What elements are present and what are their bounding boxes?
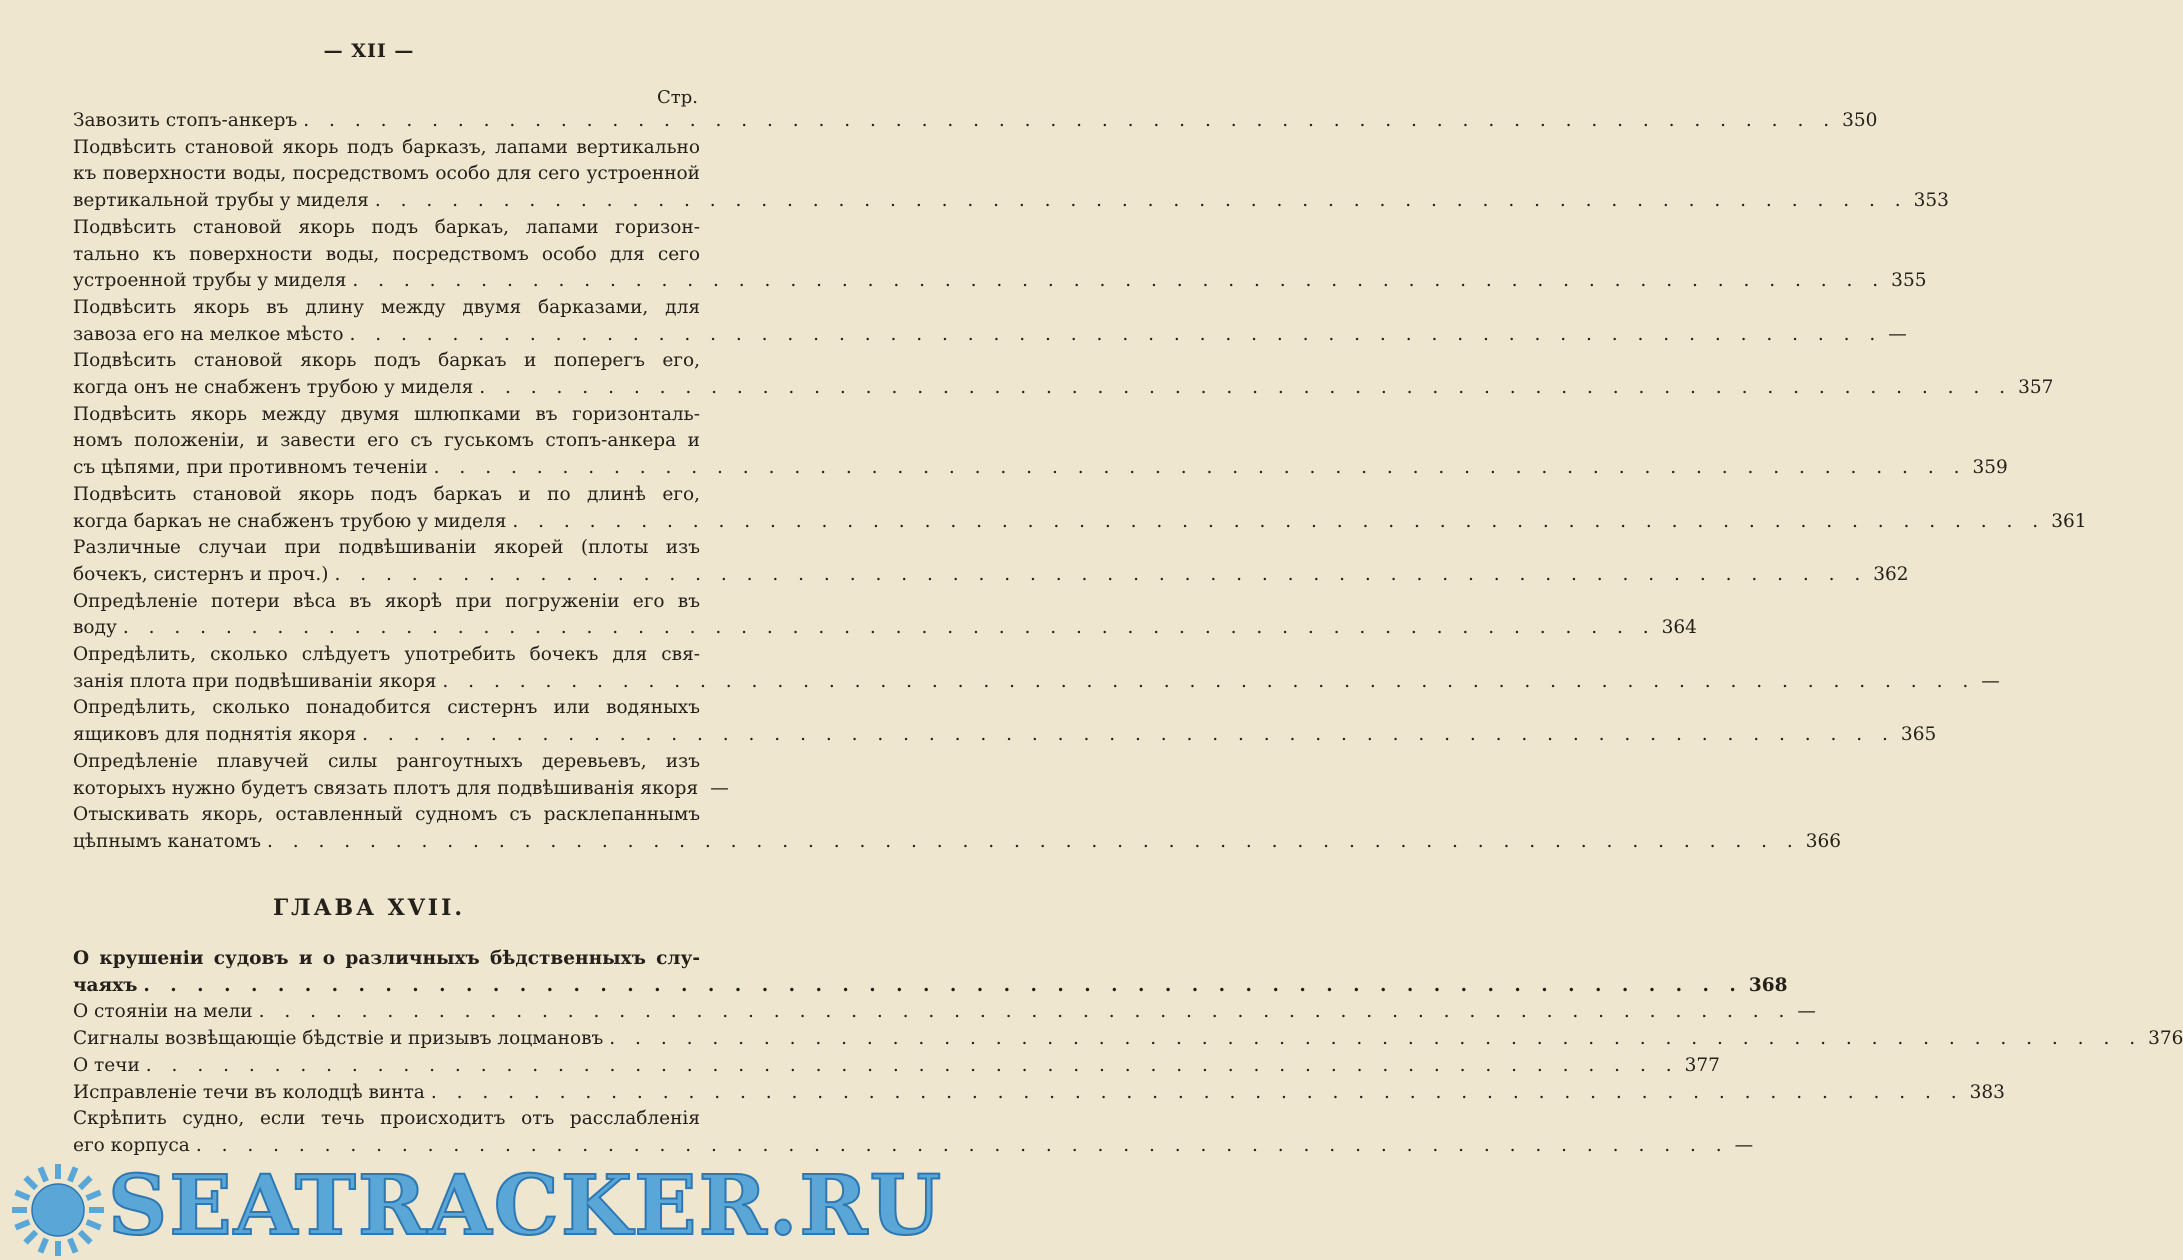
- dot-leader: [609, 1026, 2142, 1053]
- toc-entry-line: О крушеніи судовъ и о различныхъ бѣдственныхъ слу-: [73, 948, 700, 969]
- toc-entry: [73, 535, 1909, 588]
- toc-entry-line: Подвѣсить становой якорь подъ барказъ, лапами вертикально: [73, 136, 700, 158]
- dot-leader: [259, 999, 1792, 1026]
- toc-entry-text: бочекъ, систернъ и проч.): [73, 563, 329, 585]
- toc-entry-line: Отыскивать якорь, оставленный судномъ съ расклепаннымъ: [73, 804, 700, 826]
- sun-ray: [70, 1168, 76, 1182]
- toc-entry-text: устроенной трубы у миделя: [73, 270, 347, 292]
- toc-entry-text: когда онъ не снабженъ трубою у миделя: [73, 377, 474, 399]
- toc-entry-last-line: [73, 375, 2054, 402]
- toc-entry-last-line: [73, 722, 1937, 749]
- sun-ray: [40, 1239, 46, 1253]
- toc-entry: [73, 135, 1949, 215]
- toc-page-number: —: [1734, 1134, 1754, 1156]
- sun-ray: [25, 1177, 36, 1188]
- sun-ray: [87, 1192, 101, 1198]
- toc-entry-text: которыхъ нужно будетъ связать плотъ для подвѣшиванія якоря: [73, 777, 699, 799]
- toc-entry: [73, 402, 2008, 482]
- dot-leader: [146, 1053, 1679, 1080]
- sun-ray: [87, 1222, 101, 1228]
- contents-list-chapter-17: [73, 946, 2183, 1160]
- toc-page-number: —: [710, 777, 729, 799]
- toc-entry-last-line: [73, 562, 1909, 589]
- toc-entry-last-line: [73, 615, 1697, 642]
- toc-entry: [73, 589, 1697, 642]
- toc-page-number: 359: [1972, 457, 2008, 479]
- watermark-text: SEATRACKER.RU: [108, 1158, 944, 1254]
- toc-entry-last-line: [73, 108, 1878, 135]
- toc-entry-line: Подвѣсить становой якорь подъ баркаъ, лапами горизон-: [73, 216, 700, 238]
- toc-entry-text: Сигналы возвѣщающіе бѣдствіе и призывъ лоцмановъ: [73, 1028, 604, 1050]
- toc-entry-last-line: [73, 268, 1927, 295]
- toc-entry-line: Опредѣленіе потери вѣса въ якорѣ при погруженіи его въ: [73, 590, 700, 612]
- sun-ray: [70, 1239, 76, 1253]
- dot-leader: [442, 669, 1975, 696]
- toc-entry-last-line: [73, 1026, 2183, 1053]
- toc-entry: [73, 1026, 2183, 1053]
- toc-entry: [73, 946, 1788, 999]
- sun-ray: [16, 1222, 30, 1228]
- dot-leader: [434, 455, 1967, 482]
- toc-entry-line: Различные случаи при подвѣшиваніи якорей (плоты изъ: [73, 537, 700, 559]
- toc-page-number: 355: [1891, 270, 1927, 292]
- toc-entry-line: тально къ поверхности воды, посредствомъ особо для сего: [73, 243, 700, 265]
- toc-page-number: 362: [1873, 563, 1909, 585]
- sun-ray: [25, 1232, 36, 1243]
- toc-entry: [73, 295, 1907, 348]
- toc-entry-text: его корпуса: [73, 1134, 190, 1156]
- toc-entry-last-line: [73, 509, 2087, 536]
- toc-entry-text: чаяхъ: [73, 974, 138, 996]
- contents-list: [73, 108, 2087, 856]
- toc-entry: [73, 642, 2000, 695]
- toc-entry-line: Подвѣсить якорь въ длину между двумя барказами, для: [73, 296, 700, 318]
- toc-entry-text: вертикальной трубы у миделя: [73, 190, 369, 212]
- toc-entry-line: Опредѣленіе плавучей силы рангоутныхъ деревьевъ, изъ: [73, 750, 700, 772]
- page-number-header: — XII —: [323, 40, 415, 62]
- toc-entry-line: Подвѣсить становой якорь подъ баркаъ и поперегъ его,: [73, 350, 700, 372]
- dot-leader: [431, 1080, 1964, 1107]
- toc-entry-text: воду: [73, 617, 117, 639]
- toc-entry-line: Скрѣпить судно, если течь происходитъ отъ расслабленія: [73, 1108, 700, 1130]
- toc-entry-text: Исправленіе течи въ колодцѣ винта: [73, 1081, 425, 1103]
- dot-leader: [334, 562, 1867, 589]
- toc-entry-last-line: [73, 776, 729, 803]
- toc-entry: [73, 1080, 2005, 1107]
- toc-page-number: 377: [1684, 1054, 1720, 1076]
- toc-entry-text: цѣпнымъ канатомъ: [73, 830, 261, 852]
- toc-entry-last-line: [73, 973, 1788, 1000]
- toc-entry-line: Подвѣсить становой якорь подъ баркаъ и по длинѣ его,: [73, 483, 700, 505]
- dot-leader: [123, 615, 1656, 642]
- toc-page-number: 364: [1661, 617, 1697, 639]
- dot-leader: [479, 375, 2012, 402]
- toc-entry-text: занія плота при подвѣшиваніи якоря: [73, 670, 437, 692]
- toc-entry: [73, 215, 1927, 295]
- toc-entry-last-line: [73, 455, 2008, 482]
- toc-entry: [73, 802, 1842, 855]
- dot-leader: [375, 188, 1908, 215]
- toc-entry-last-line: [73, 829, 1842, 856]
- toc-entry-line: Опредѣлить, сколько слѣдуетъ употребить бочекъ для свя-: [73, 644, 700, 666]
- toc-entry-line: Подвѣсить якорь между двумя шлюпками въ горизонталь-: [73, 403, 700, 425]
- toc-entry: [73, 999, 1816, 1026]
- toc-entry-last-line: [73, 322, 1907, 349]
- toc-page-number: 353: [1913, 190, 1949, 212]
- toc-entry-last-line: [73, 999, 1816, 1026]
- chapter-heading: ГЛАВА XVII.: [272, 895, 466, 921]
- dot-leader: [362, 722, 1895, 749]
- dot-leader: [349, 322, 1882, 349]
- sun-ray: [80, 1177, 91, 1188]
- toc-page-number: 383: [1969, 1081, 2005, 1103]
- dot-leader: [352, 268, 1885, 295]
- toc-entry: [73, 749, 729, 802]
- toc-entry: [73, 108, 1878, 135]
- toc-entry: [73, 695, 1937, 748]
- toc-page-number: 350: [1842, 110, 1878, 131]
- toc-entry-last-line: [73, 669, 2000, 696]
- toc-entry-line: Опредѣлить, сколько понадобится систернъ или водяныхъ: [73, 697, 700, 719]
- toc-page-number: 376: [2148, 1028, 2183, 1050]
- toc-entry-text: когда баркаъ не снабженъ трубою у миделя: [73, 510, 507, 532]
- dot-leader: [303, 108, 1836, 135]
- toc-page-number: —: [1981, 670, 2000, 692]
- toc-entry-text: Завозить стопъ-анкеръ: [73, 110, 298, 131]
- toc-entry-text: ящиковъ для поднятія якоря: [73, 724, 357, 746]
- toc-page-number: 357: [2018, 377, 2054, 399]
- toc-entry: [73, 348, 2054, 401]
- dot-leader: [143, 973, 1742, 1000]
- toc-page-number: —: [1888, 323, 1907, 345]
- toc-entry-text: О течи: [73, 1054, 140, 1076]
- toc-entry-text: завоза его на мелкое мѣсто: [73, 323, 344, 345]
- toc-page-number: 365: [1900, 724, 1937, 746]
- sun-ray: [80, 1232, 91, 1243]
- dot-leader: [512, 509, 2045, 536]
- toc-page-number: —: [1797, 1001, 1816, 1023]
- toc-entry-last-line: [73, 1053, 1720, 1080]
- toc-entry-text: О стояніи на мели: [73, 1001, 253, 1023]
- dot-leader: [267, 829, 1800, 856]
- toc-entry-last-line: [73, 1080, 2005, 1107]
- toc-entry: [73, 1053, 1720, 1080]
- page-column-label: Стр.: [657, 87, 698, 108]
- toc-page-number: 368: [1748, 974, 1788, 996]
- sun-ray: [40, 1168, 46, 1182]
- toc-entry-line: номъ положеніи, и завести его съ гуськомъ стопъ-анкера и: [73, 430, 700, 452]
- toc-page-number: 361: [2051, 510, 2087, 532]
- toc-entry: [73, 482, 2087, 535]
- toc-entry-line: къ поверхности воды, посредствомъ особо для сего устроенной: [73, 163, 700, 185]
- toc-entry-last-line: [73, 188, 1949, 215]
- sun-ray: [16, 1192, 30, 1198]
- toc-page-number: 366: [1805, 830, 1842, 852]
- toc-entry-text: съ цѣпями, при противномъ теченіи: [73, 457, 428, 479]
